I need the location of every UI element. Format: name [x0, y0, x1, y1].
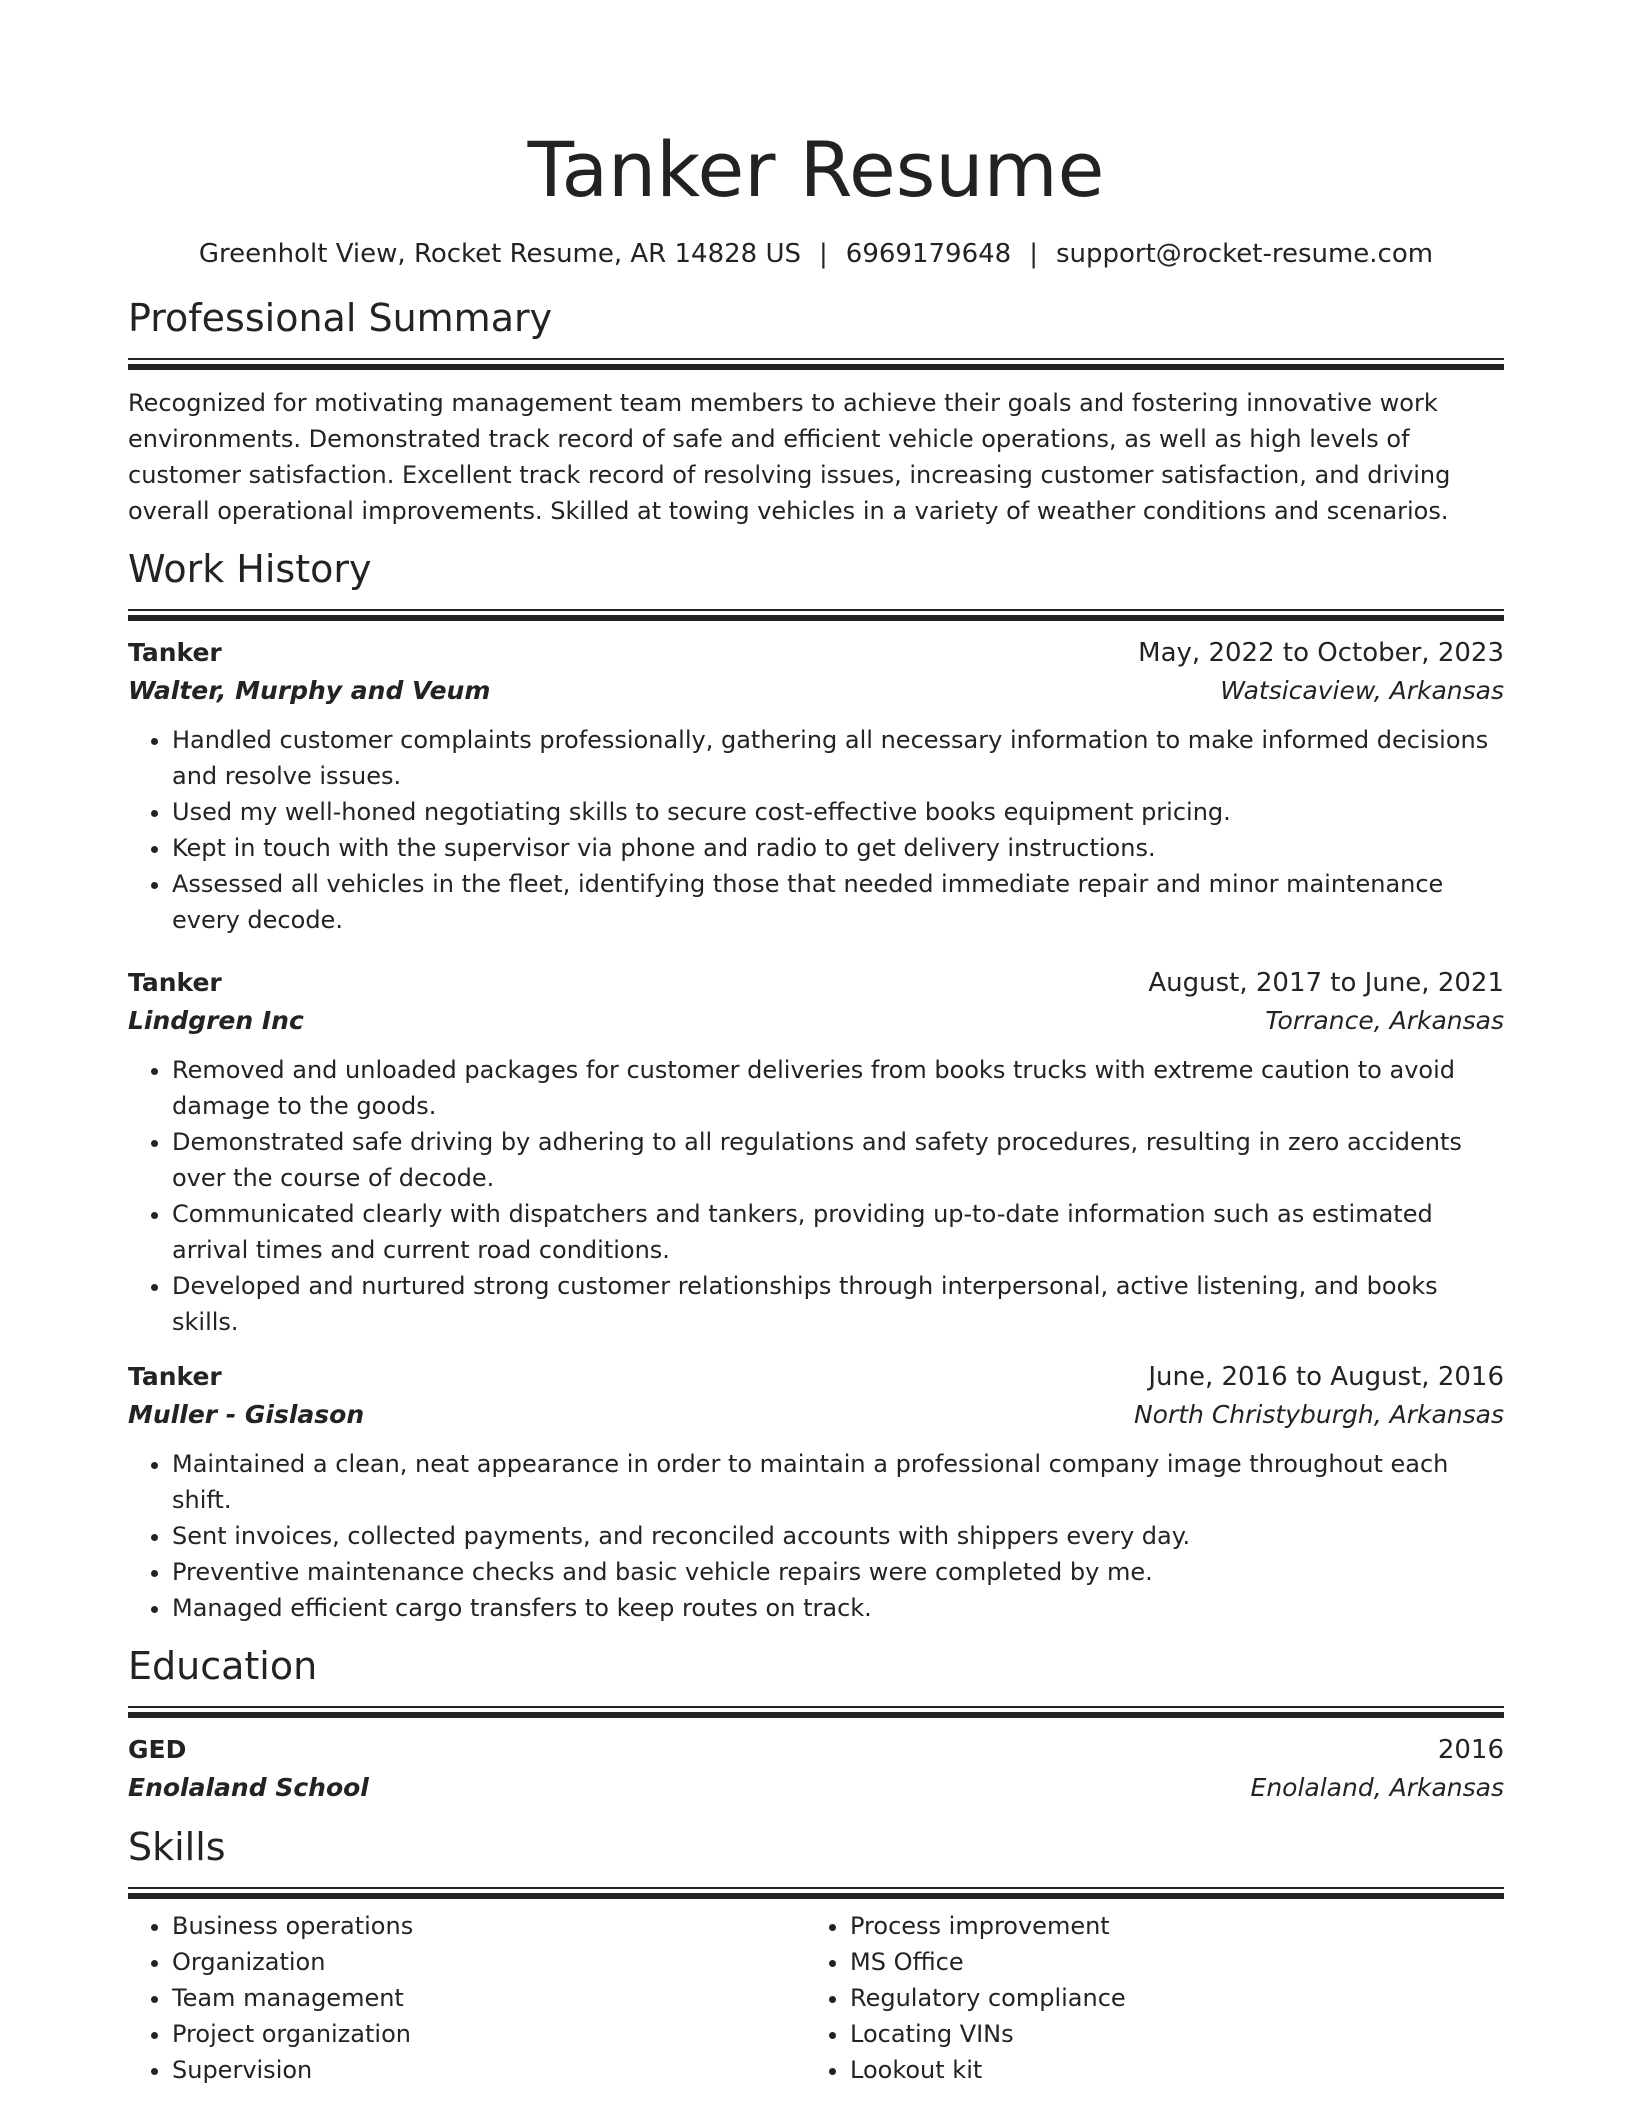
job-location: Torrance, Arkansas	[1265, 1006, 1504, 1035]
education-location: Enolaland, Arkansas	[1250, 1773, 1504, 1802]
education-school: Enolaland School	[128, 1773, 369, 1802]
job-title: Tanker	[128, 968, 222, 997]
job-bullet: • Demonstrated safe driving by adhering to all regulations and safety procedures, resulting in zero accidents over the course of decode.	[172, 1124, 1504, 1196]
job-company: Walter, Murphy and Veum	[128, 676, 491, 705]
work-history-section	[128, 545, 1504, 1626]
contact-email: support@rocket-resume.com	[1055, 239, 1434, 269]
job-bullet: • Used my well-honed negotiating skills to secure cost-effective books equipment pricing.	[172, 794, 1504, 830]
contact-address: Greenholt View, Rocket Resume, AR 14828 US	[198, 239, 802, 269]
education-degree: GED	[128, 1735, 187, 1764]
contact-line	[128, 236, 1504, 272]
skill-item: • Supervision	[172, 2052, 806, 2088]
section-divider	[128, 1706, 1504, 1717]
job-bullet: • Kept in touch with the supervisor via phone and radio to get delivery instructions.	[172, 830, 1504, 866]
job-dates: August, 2017 to June, 2021	[1148, 968, 1504, 998]
contact-phone: 6969179648	[845, 239, 1012, 269]
job-location: Watsicaview, Arkansas	[1220, 676, 1504, 705]
section-divider	[128, 358, 1504, 369]
job-bullet: • Preventive maintenance checks and basic vehicle repairs were completed by me.	[172, 1554, 1504, 1590]
job-bullet: • Handled customer complaints professionally, gathering all necessary information to make informed decisions and resolve issues.	[172, 722, 1504, 794]
skills-column-left	[128, 1908, 806, 2088]
job-entry	[128, 634, 1504, 938]
resume-page	[128, 0, 1504, 2088]
skill-item: • Locating VINs	[850, 2016, 1484, 2052]
education-year: 2016	[1437, 1735, 1504, 1765]
skills-section	[128, 1823, 1504, 2088]
job-bullet: • Sent invoices, collected payments, and reconciled accounts with shippers every day.	[172, 1518, 1504, 1554]
education-degree-row	[128, 1731, 1504, 1769]
summary-section	[128, 294, 1504, 529]
job-bullet: • Removed and unloaded packages for customer deliveries from books trucks with extreme caution to avoid damage to the goods.	[172, 1052, 1504, 1124]
contact-separator: |	[1029, 239, 1038, 269]
job-dates: May, 2022 to October, 2023	[1138, 638, 1504, 668]
job-bullet: • Managed efficient cargo transfers to keep routes on track.	[172, 1590, 1504, 1626]
section-title-skills: Skills	[128, 1825, 226, 1869]
job-bullets	[128, 1052, 1504, 1340]
skill-item: • Business operations	[172, 1908, 806, 1944]
job-location: North Christyburgh, Arkansas	[1133, 1400, 1504, 1429]
job-dates: June, 2016 to August, 2016	[1148, 1362, 1504, 1392]
resume-title: Tanker Resume	[527, 125, 1105, 214]
job-bullet: • Maintained a clean, neat appearance in order to maintain a professional company image throughout each shift.	[172, 1446, 1504, 1518]
contact-separator: |	[819, 239, 828, 269]
skills-columns	[128, 1908, 1504, 2088]
job-company: Lindgren Inc	[128, 1006, 304, 1035]
job-company-row	[128, 672, 1504, 710]
summary-text: Recognized for motivating management team members to achieve their goals and fostering innovative work environments. Demonstrated track record of safe and efficient vehicle operations, as well as high levels of customer satisfaction. Excellent track record of resolving issues, increasing customer satisfaction, and driving overall operational improvements. Skilled at towing vehicles in a variety of weather conditions and scenarios.	[128, 389, 1451, 525]
job-header-row	[128, 964, 1504, 1002]
job-bullets	[128, 722, 1504, 938]
section-divider	[128, 1887, 1504, 1898]
job-bullet: • Developed and nurtured strong customer relationships through interpersonal, active listening, and books skills.	[172, 1268, 1504, 1340]
job-bullet: • Communicated clearly with dispatchers and tankers, providing up-to-date information such as estimated arrival times and current road conditions.	[172, 1196, 1504, 1268]
job-bullets	[128, 1446, 1504, 1626]
education-school-row	[128, 1769, 1504, 1807]
skills-column-right	[806, 1908, 1484, 2088]
job-entry	[128, 1358, 1504, 1626]
job-header-row	[128, 1358, 1504, 1396]
skill-item: • Regulatory compliance	[850, 1980, 1484, 2016]
skill-item: • Lookout kit	[850, 2052, 1484, 2088]
section-title-work-history: Work History	[128, 547, 372, 591]
section-title-summary: Professional Summary	[128, 296, 553, 340]
section-divider	[128, 609, 1504, 620]
job-header-row	[128, 634, 1504, 672]
job-entry	[128, 964, 1504, 1340]
job-company-row	[128, 1002, 1504, 1040]
job-company-row	[128, 1396, 1504, 1434]
skill-item: • Process improvement	[850, 1908, 1484, 1944]
job-company: Muller - Gislason	[128, 1400, 365, 1429]
skill-item: • Project organization	[172, 2016, 806, 2052]
education-section	[128, 1642, 1504, 1807]
job-title: Tanker	[128, 1362, 222, 1391]
skill-item: • Team management	[172, 1980, 806, 2016]
skill-item: • Organization	[172, 1944, 806, 1980]
job-title: Tanker	[128, 638, 222, 667]
job-bullet: • Assessed all vehicles in the fleet, identifying those that needed immediate repair and minor maintenance every decode.	[172, 866, 1504, 938]
skill-item: • MS Office	[850, 1944, 1484, 1980]
section-title-education: Education	[128, 1644, 318, 1688]
